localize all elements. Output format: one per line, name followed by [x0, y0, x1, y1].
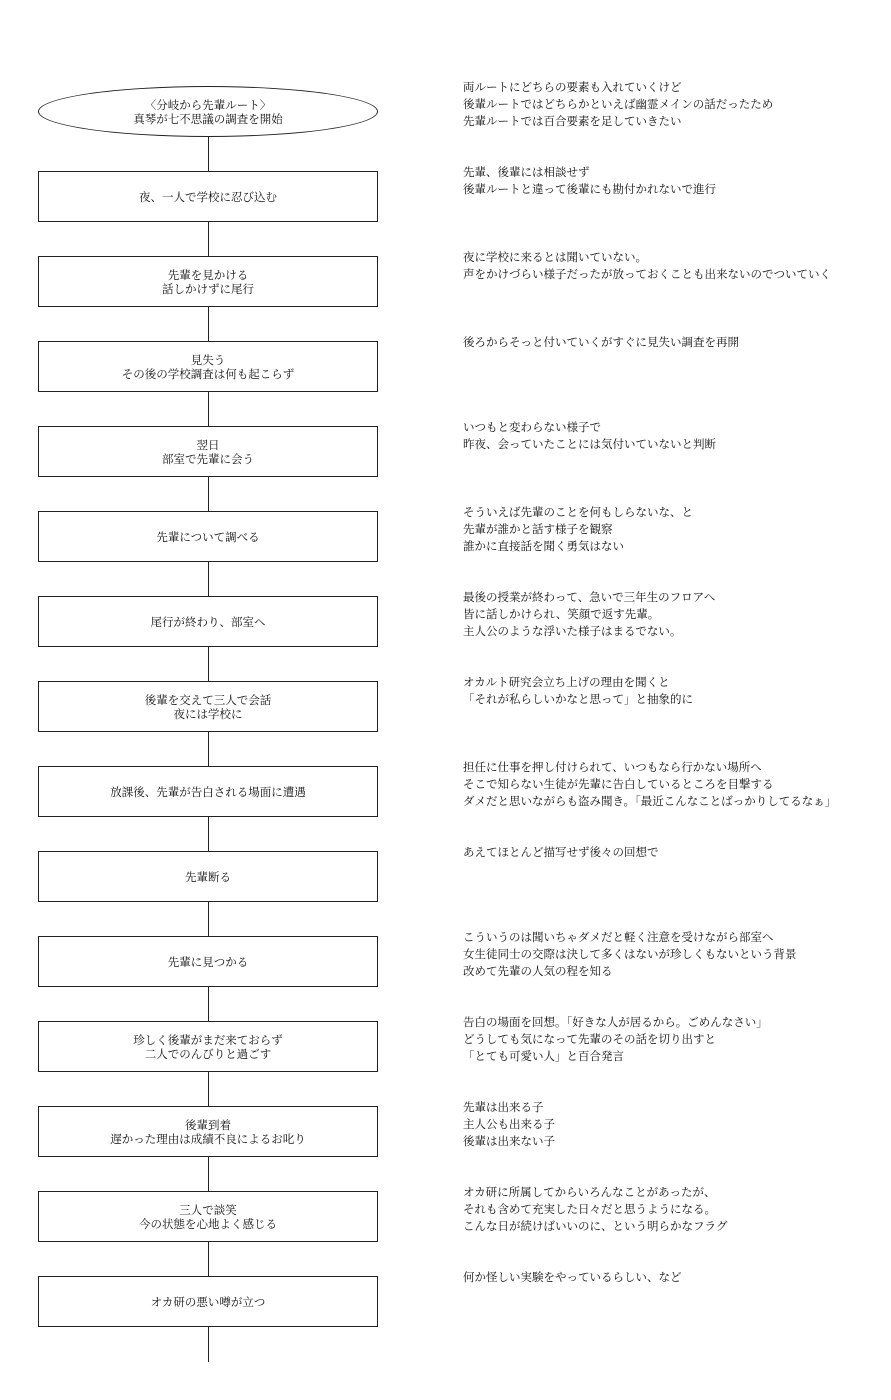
step-label: 放課後、先輩が告白される場面に遭遇	[110, 784, 306, 799]
step-note	[463, 929, 797, 980]
note-line: 誰かに直接話を聞く勇気はない	[463, 539, 624, 553]
step-note	[463, 79, 773, 130]
step-note	[463, 589, 715, 640]
note-line: 先輩ルートでは百合要素を足していきたい	[463, 114, 682, 128]
process-box	[38, 171, 378, 222]
step-label: 先輩に見つかる	[167, 954, 249, 969]
note-line: あえてほとんど描写せず後々の回想で	[463, 845, 659, 859]
note-line: 声をかけづらい様子だったが放っておくことも出来ないのでついていく	[463, 267, 831, 281]
process-box	[38, 936, 378, 987]
note-line: 夜に学校に来るとは聞いていない。	[463, 250, 647, 264]
step-label: 二人でのんびりと過ごす	[144, 1046, 272, 1061]
note-line: 昨夜、会っていたことには気付いていないと判断	[463, 437, 716, 451]
note-line: そういえば先輩のことを何もしらないな、と	[463, 505, 693, 519]
flow-connector	[208, 1072, 209, 1106]
note-line: 先輩、後輩には相談せず	[463, 165, 590, 179]
flow-connector	[208, 1242, 209, 1276]
step-note	[463, 1099, 555, 1150]
note-line: ダメだと思いながらも盗み聞き。「最近こんなことばっかりしてるなぁ」	[463, 794, 837, 808]
step-label: 先輩を見かける	[167, 267, 249, 282]
flow-connector-end	[208, 1327, 209, 1362]
flow-connector	[208, 392, 209, 426]
note-line: 「それが私らしいかなと思って」と抽象的に	[463, 692, 693, 706]
step-note	[463, 844, 659, 861]
note-line: オカ研に所属してからいろんなことがあったが、	[463, 1185, 716, 1199]
note-line: 改めて先輩の人気の程を知る	[463, 964, 613, 978]
step-label: 夜には学校に	[173, 706, 243, 721]
step-note	[463, 1269, 682, 1286]
note-line: そこで知らない生徒が先輩に告白しているところを目撃する	[463, 777, 774, 791]
process-box	[38, 596, 378, 647]
start-terminal	[38, 86, 378, 137]
step-label: 話しかけずに尾行	[162, 281, 254, 296]
step-note	[463, 334, 739, 351]
process-box	[38, 1191, 378, 1242]
note-line: 主人公のような浮いた様子はまるでない。	[463, 624, 682, 638]
note-line: 何か怪しい実験をやっているらしい、など	[463, 1270, 682, 1284]
step-note	[463, 249, 831, 283]
step-label: 翌日	[196, 437, 220, 452]
note-line: 「とても可愛い人」と百合発言	[463, 1049, 624, 1063]
process-box	[38, 1276, 378, 1327]
step-label: 見失う	[190, 352, 226, 367]
step-label: 珍しく後輩がまだ来ておらず	[133, 1032, 283, 1047]
note-line: こんな日が続けばいいのに、という明らかなフラグ	[463, 1219, 728, 1233]
step-label: 真琴が七不思議の調査を開始	[133, 111, 283, 126]
step-label: オカ研の悪い噂が立つ	[150, 1294, 266, 1309]
step-label: 部室で先輩に会う	[162, 451, 254, 466]
note-line: 主人公も出来る子	[463, 1117, 555, 1131]
step-note	[463, 759, 836, 810]
step-label: 夜、一人で学校に忍び込む	[139, 189, 277, 204]
step-label: 遅かった理由は成績不良によるお叱り	[110, 1131, 306, 1146]
step-label: 〈分岐から先輩ルート〉	[144, 97, 272, 112]
flow-connector	[208, 137, 209, 171]
note-line: 担任に仕事を押し付けられて、いつもなら行かない場所へ	[463, 760, 762, 774]
step-note	[463, 1184, 728, 1235]
step-note	[463, 674, 693, 708]
flow-connector	[208, 987, 209, 1021]
note-line: 両ルートにどちらの要素も入れていくけど	[463, 80, 682, 94]
note-line: 先輩が誰かと話す様子を観察	[463, 522, 613, 536]
note-line: 後輩は出来ない子	[463, 1134, 555, 1148]
note-line: どうしても気になって先輩のその話を切り出すと	[463, 1032, 716, 1046]
process-box	[38, 766, 378, 817]
process-box	[38, 511, 378, 562]
note-line: 最後の授業が終わって、急いで三年生のフロアへ	[463, 590, 716, 604]
note-line: こういうのは聞いちゃダメだと軽く注意を受けながら部室へ	[463, 930, 774, 944]
note-line: それも含めて充実した日々だと思うようになる。	[463, 1202, 716, 1216]
step-label: 先輩について調べる	[156, 529, 260, 544]
process-box	[38, 341, 378, 392]
step-label: 尾行が終わり、部室へ	[150, 614, 266, 629]
note-line: 皆に話しかけられ、笑顔で返す先輩。	[463, 607, 660, 621]
note-line: 後ろからそっと付いていくがすぐに見失い調査を再開	[463, 335, 739, 349]
step-note	[463, 164, 716, 198]
flow-connector	[208, 1157, 209, 1191]
flow-connector	[208, 732, 209, 766]
process-box	[38, 681, 378, 732]
note-line: オカルト研究会立ち上げの理由を聞くと	[463, 675, 670, 689]
note-line: 告白の場面を回想。「好きな人が居るから。ごめんなさい」	[463, 1015, 768, 1029]
flow-connector	[208, 222, 209, 256]
step-label: その後の学校調査は何も起こらず	[121, 366, 295, 381]
process-box	[38, 1106, 378, 1157]
step-note	[463, 419, 716, 453]
process-box	[38, 256, 378, 307]
flow-connector	[208, 477, 209, 511]
note-line: 後輩ルートと違って後輩にも勘付かれないで進行	[463, 182, 716, 196]
flow-connector	[208, 307, 209, 341]
flow-connector	[208, 562, 209, 596]
step-label: 三人で談笑	[179, 1202, 237, 1217]
step-note	[463, 1014, 768, 1065]
step-label: 後輩到着	[185, 1117, 231, 1132]
step-label: 今の状態を心地よく感じる	[139, 1216, 277, 1231]
process-box	[38, 851, 378, 902]
note-line: 後輩ルートではどちらかといえば幽霊メインの話だったため	[463, 97, 774, 111]
flow-connector	[208, 647, 209, 681]
step-label: 先輩断る	[185, 869, 231, 884]
process-box	[38, 1021, 378, 1072]
note-line: いつもと変わらない様子で	[463, 420, 601, 434]
step-label: 後輩を交えて三人で会話	[144, 692, 272, 707]
process-box	[38, 426, 378, 477]
note-line: 先輩は出来る子	[463, 1100, 544, 1114]
note-line: 女生徒同士の交際は決して多くはないが珍しくもないという背景	[463, 947, 797, 961]
flow-connector	[208, 902, 209, 936]
step-note	[463, 504, 693, 555]
flow-connector	[208, 817, 209, 851]
